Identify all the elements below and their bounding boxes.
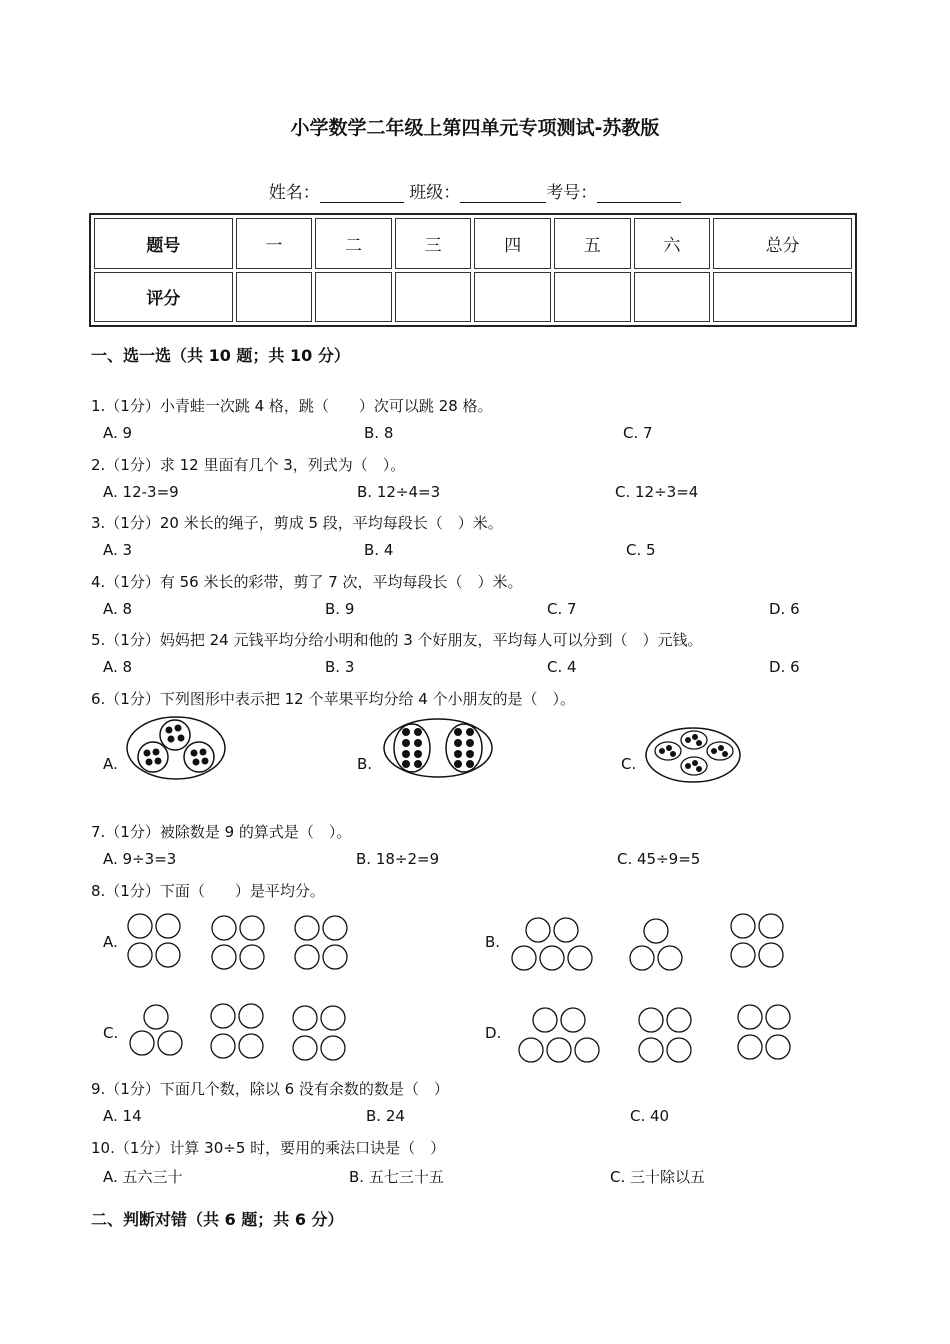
question-4: 4.（1分）有 56 米长的彩带，剪了 7 次，平均每段长（ ）米。 — [91, 573, 523, 591]
q1-option-b[interactable]: B. 8 — [364, 424, 394, 442]
q10-option-c[interactable]: C. 三十除以五 — [610, 1168, 706, 1186]
q8-figure-a[interactable] — [124, 910, 354, 972]
q8-figure-c[interactable] — [124, 1000, 354, 1064]
q3-option-c[interactable]: C. 5 — [626, 541, 656, 559]
class-label: 班级： — [409, 183, 461, 203]
q8-option-c[interactable]: C. — [103, 1024, 119, 1042]
q9-option-b[interactable]: B. 24 — [366, 1107, 405, 1125]
score-header-cell: 五 — [554, 218, 631, 269]
q2-option-c[interactable]: C. 12÷3=4 — [615, 483, 699, 501]
score-table-score-row — [94, 272, 852, 323]
question-8: 8.（1分）下面（ ）是平均分。 — [91, 882, 325, 900]
question-10: 10.（1分）计算 30÷5 时，要用的乘法口诀是（ ） — [91, 1139, 446, 1157]
score-header-cell: 总分 — [713, 218, 852, 269]
q6-figure-c[interactable] — [644, 726, 742, 784]
score-cell[interactable] — [634, 272, 711, 323]
q6-option-b[interactable]: B. — [357, 755, 373, 773]
q2-option-b[interactable]: B. 12÷4=3 — [357, 483, 441, 501]
q5-option-c[interactable]: C. 4 — [547, 658, 577, 676]
q8-figure-b[interactable] — [508, 910, 798, 972]
q10-option-a[interactable]: A. 五六三十 — [103, 1168, 183, 1186]
q3-option-a[interactable]: A. 3 — [103, 541, 133, 559]
q7-option-b[interactable]: B. 18÷2=9 — [356, 850, 440, 868]
question-6: 6.（1分）下列图形中表示把 12 个苹果平均分给 4 个小朋友的是（ ）。 — [91, 690, 576, 708]
question-7: 7.（1分）被除数是 9 的算式是（ ）。 — [91, 823, 352, 841]
section-2-heading: 二、判断对错（共 6 题；共 6 分） — [91, 1210, 344, 1229]
q8-option-d[interactable]: D. — [485, 1024, 502, 1042]
q1-option-a[interactable]: A. 9 — [103, 424, 133, 442]
question-5: 5.（1分）妈妈把 24 元钱平均分给小明和他的 3 个好朋友，平均每人可以分到（ ）元钱。 — [91, 631, 703, 649]
q6-figure-a[interactable] — [125, 715, 227, 781]
score-row-label: 评分 — [94, 272, 233, 323]
score-cell[interactable] — [713, 272, 852, 323]
q8-option-b[interactable]: B. — [485, 933, 501, 951]
q1-option-c[interactable]: C. 7 — [623, 424, 653, 442]
student-info-line — [0, 178, 950, 203]
score-header-cell: 题号 — [94, 218, 233, 269]
q7-option-a[interactable]: A. 9÷3=3 — [103, 850, 177, 868]
question-2: 2.（1分）求 12 里面有几个 3，列式为（ ）。 — [91, 456, 406, 474]
q4-option-c[interactable]: C. 7 — [547, 600, 577, 618]
q9-option-c[interactable]: C. 40 — [630, 1107, 670, 1125]
score-header-cell: 三 — [395, 218, 472, 269]
exam-blank[interactable] — [597, 184, 681, 203]
score-cell[interactable] — [315, 272, 392, 323]
q5-option-a[interactable]: A. 8 — [103, 658, 133, 676]
q4-option-a[interactable]: A. 8 — [103, 600, 133, 618]
question-3: 3.（1分）20 米长的绳子，剪成 5 段，平均每段长（ ）米。 — [91, 514, 503, 532]
q6-figure-b[interactable] — [382, 717, 494, 779]
q4-option-b[interactable]: B. 9 — [325, 600, 355, 618]
q5-option-b[interactable]: B. 3 — [325, 658, 355, 676]
score-cell[interactable] — [474, 272, 551, 323]
exam-label: 考号： — [546, 183, 598, 203]
name-blank[interactable] — [320, 184, 404, 203]
score-header-cell: 二 — [315, 218, 392, 269]
score-cell[interactable] — [395, 272, 472, 323]
name-label: 姓名： — [268, 183, 320, 203]
score-table — [89, 213, 857, 327]
score-header-cell: 四 — [474, 218, 551, 269]
page-title: 小学数学二年级上第四单元专项测试-苏教版 — [290, 117, 660, 139]
q6-option-c[interactable]: C. — [621, 755, 637, 773]
score-cell[interactable] — [236, 272, 313, 323]
q5-option-d[interactable]: D. 6 — [769, 658, 800, 676]
q7-option-c[interactable]: C. 45÷9=5 — [617, 850, 701, 868]
score-header-cell: 一 — [236, 218, 313, 269]
q8-figure-d[interactable] — [514, 1000, 798, 1066]
score-header-cell: 六 — [634, 218, 711, 269]
q3-option-b[interactable]: B. 4 — [364, 541, 394, 559]
class-blank[interactable] — [460, 184, 546, 203]
q9-option-a[interactable]: A. 14 — [103, 1107, 142, 1125]
q6-option-a[interactable]: A. — [103, 755, 118, 773]
q2-option-a[interactable]: A. 12-3=9 — [103, 483, 179, 501]
question-9: 9.（1分）下面几个数，除以 6 没有余数的数是（ ） — [91, 1080, 449, 1098]
score-table-header-row — [94, 218, 852, 269]
question-1: 1.（1分）小青蛙一次跳 4 格，跳（ ）次可以跳 28 格。 — [91, 397, 493, 415]
q4-option-d[interactable]: D. 6 — [769, 600, 800, 618]
section-1-heading: 一、选一选（共 10 题；共 10 分） — [91, 346, 350, 365]
q10-option-b[interactable]: B. 五七三十五 — [349, 1168, 444, 1186]
score-cell[interactable] — [554, 272, 631, 323]
q8-option-a[interactable]: A. — [103, 933, 118, 951]
